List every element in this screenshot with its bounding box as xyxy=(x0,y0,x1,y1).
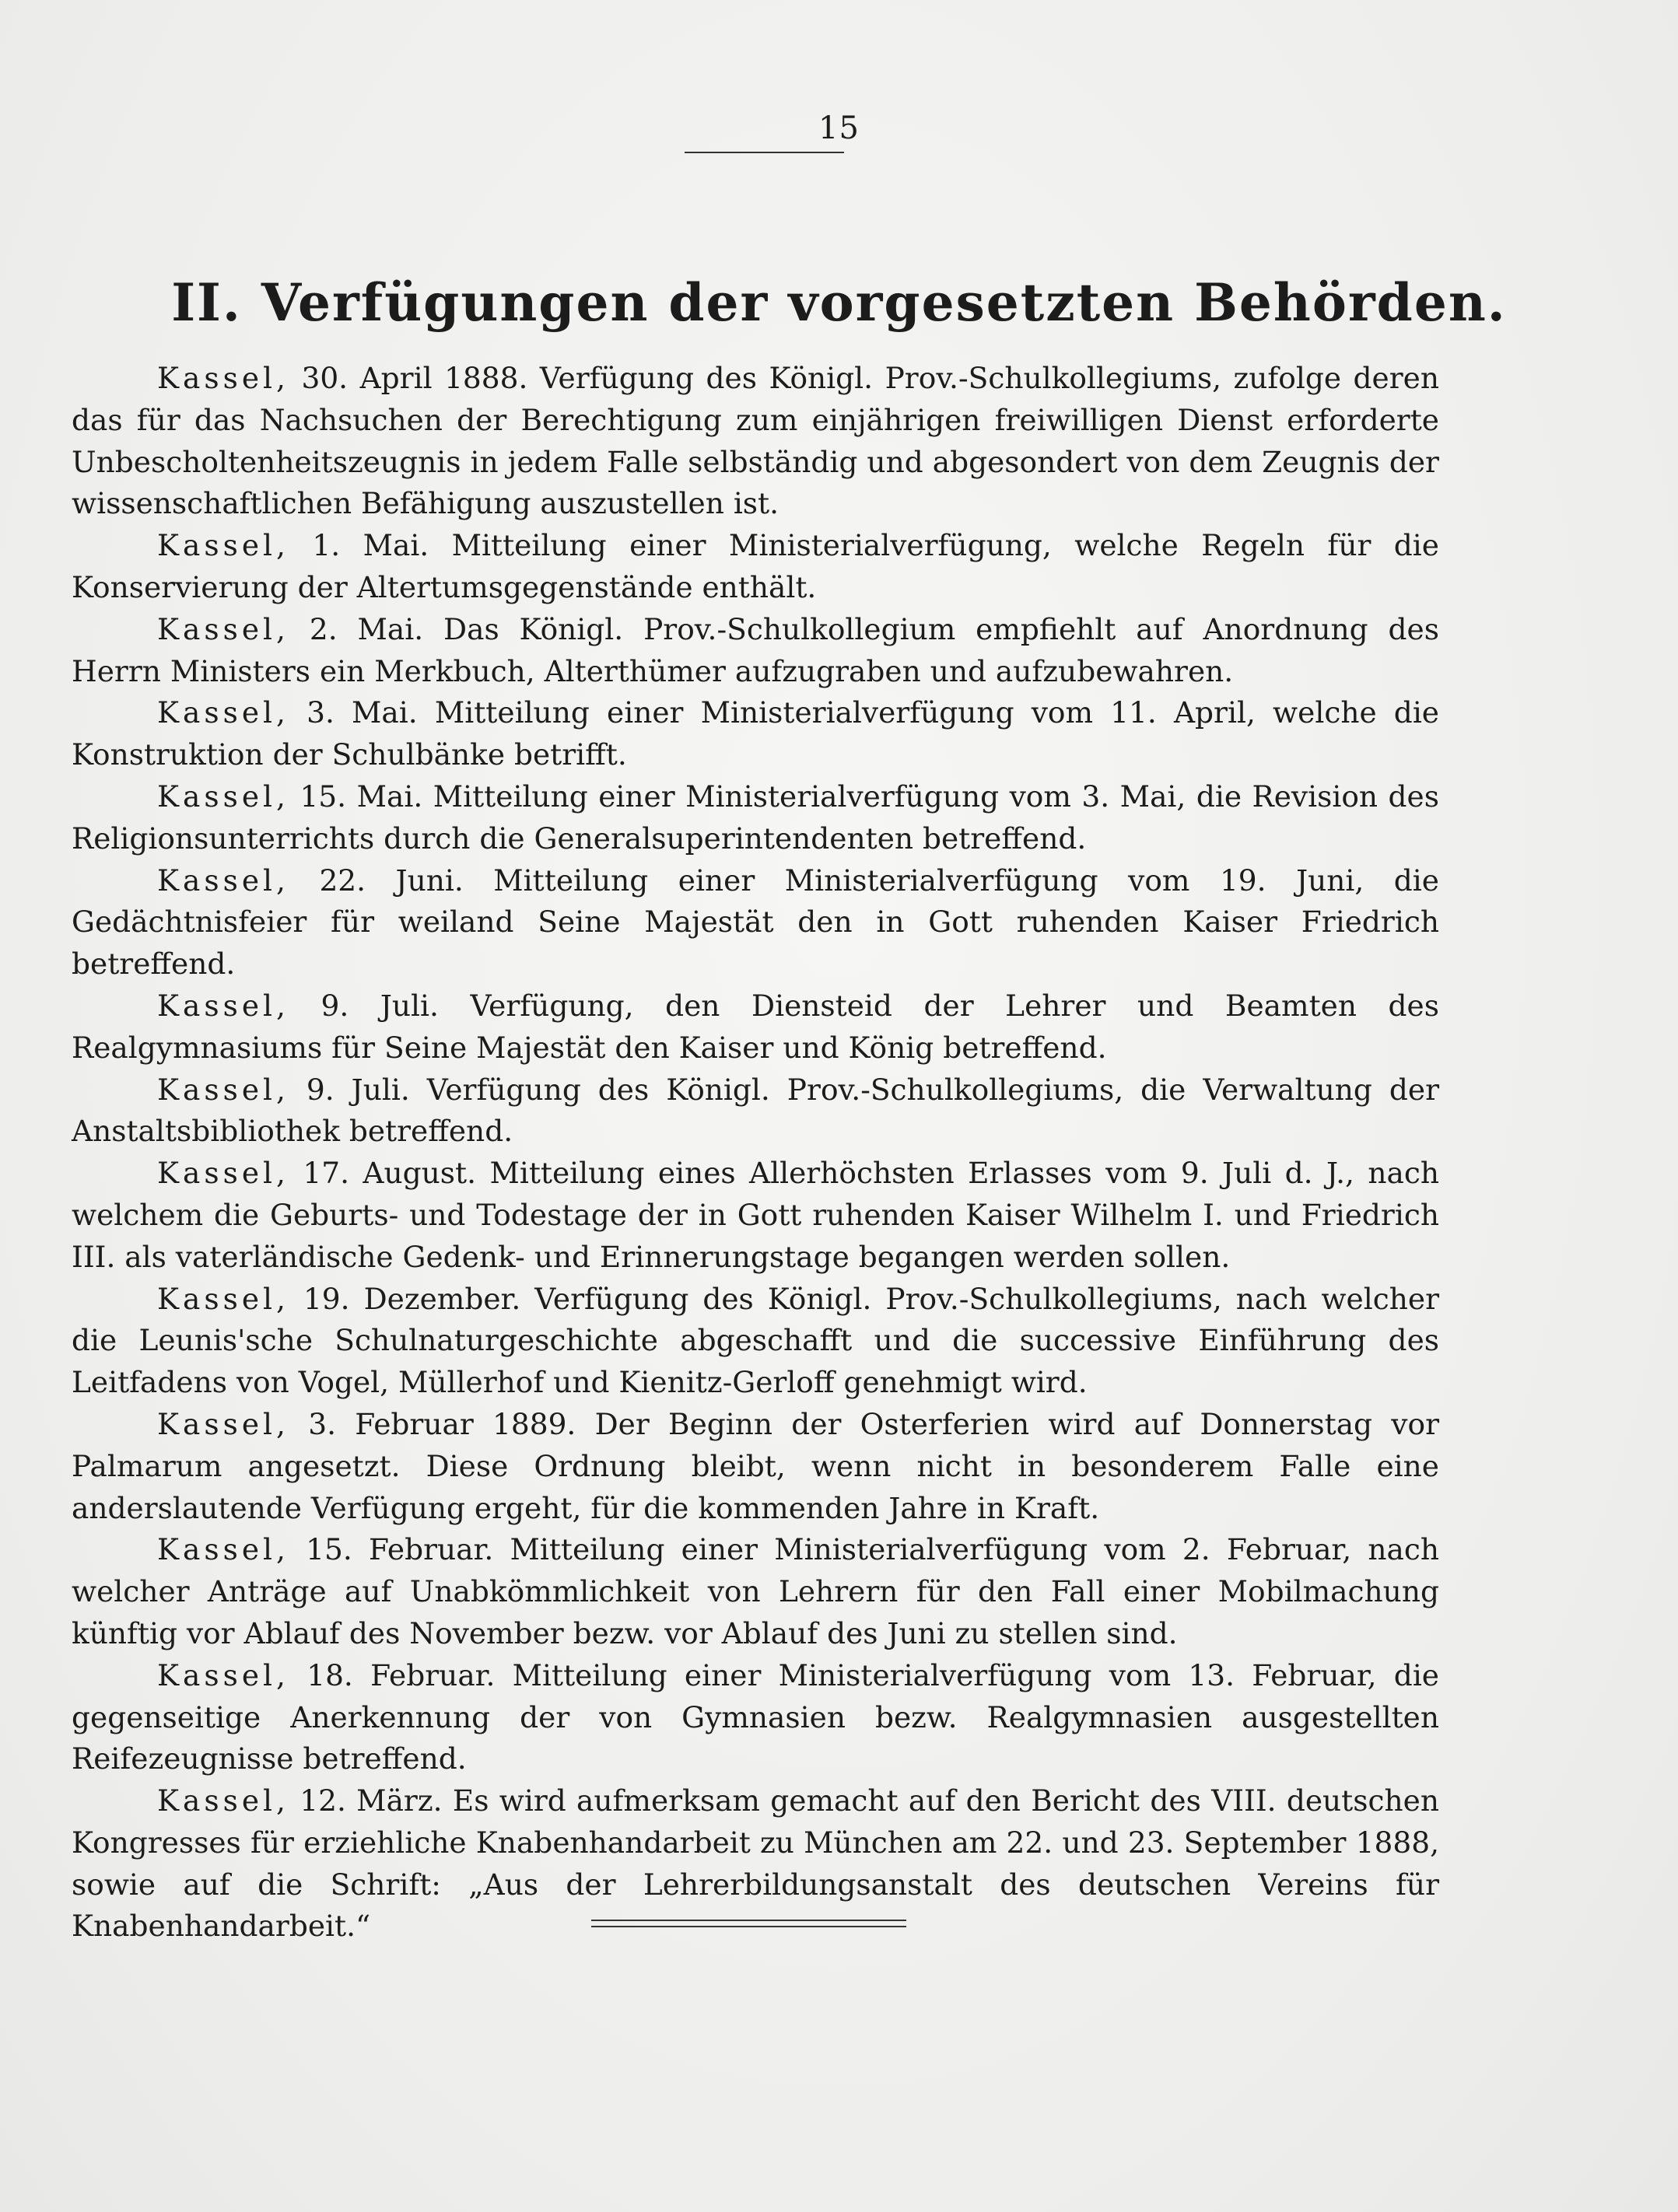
entry-text: 15. Mai. Mitteilung einer Ministerialverfügung vom 3. Mai, die Revision des Religionsunterrichts durch die Generalsuperintendenten betreffend. xyxy=(72,779,1439,856)
entry-text: 18. Februar. Mitteilung einer Ministerialverfügung vom 13. Februar, die gegenseitige Anerkennung der von Gymnasien bezw. Realgymnasien ausgestellten Reifezeugnisse betreffend. xyxy=(72,1657,1439,1776)
entry-place: Kassel, xyxy=(157,1657,289,1692)
entry-place: Kassel, xyxy=(157,1281,289,1316)
page-number: 15 xyxy=(818,110,860,146)
entry-place: Kassel, xyxy=(157,528,289,563)
page-number-rule xyxy=(685,152,844,153)
entry-place: Kassel, xyxy=(157,1783,289,1818)
entry-place: Kassel, xyxy=(157,1072,289,1107)
entry-place: Kassel, xyxy=(157,611,289,646)
entry-text: 2. Mai. Das Königl. Prov.-Schulkollegium empfiehlt auf Anordnung des Herrn Ministers ein Merkbuch, Alterthümer aufzugraben und aufzubewahren. xyxy=(72,611,1439,688)
entry xyxy=(72,1404,1439,1529)
entry-place: Kassel, xyxy=(157,779,289,814)
entries-list xyxy=(72,358,1439,1948)
entry-place: Kassel, xyxy=(157,988,289,1023)
entry xyxy=(72,609,1439,693)
entry xyxy=(72,525,1439,609)
end-double-rule-top xyxy=(591,1920,906,1921)
entry-text: 19. Dezember. Verfügung des Königl. Prov.-Schulkollegiums, nach welcher die Leunis'sche Schulnaturgeschichte abgeschafft und die successive Einführung des Leitfadens von Vogel, Müllerhof und Kienitz-Gerloff genehmigt wird. xyxy=(72,1281,1439,1400)
section-title: II. Verfügungen der vorgesetzten Behörden. xyxy=(171,272,1507,333)
entry xyxy=(72,1529,1439,1654)
entry-place: Kassel, xyxy=(157,361,289,395)
entry-place: Kassel, xyxy=(157,1532,289,1567)
entry xyxy=(72,1069,1439,1153)
entry-text: 1. Mai. Mitteilung einer Ministerialverfügung, welche Regeln für die Konservierung der Altertumsgegenstände enthält. xyxy=(72,528,1439,604)
entry xyxy=(72,1279,1439,1404)
entry xyxy=(72,860,1439,985)
entry-place: Kassel, xyxy=(157,1406,289,1441)
end-double-rule-bottom xyxy=(591,1926,906,1927)
entry xyxy=(72,358,1439,525)
entry xyxy=(72,692,1439,776)
entry-place: Kassel, xyxy=(157,695,289,730)
entry xyxy=(72,776,1439,860)
entry-text: 30. April 1888. Verfügung des Königl. Prov.-Schulkollegiums, zufolge deren das für das Nachsuchen der Berechtigung zum einjährigen freiwilligen Dienst erforderte Unbescholtenheitszeugnis in jedem Falle selbständig und abgesondert von dem Zeugnis der wissenschaftlichen Befähigung auszustellen ist. xyxy=(72,361,1439,521)
entry-text: 9. Juli. Verfügung, den Diensteid der Lehrer und Beamten des Realgymnasiums für Seine Majestät den Kaiser und König betreffend. xyxy=(72,988,1439,1065)
entry xyxy=(72,1655,1439,1780)
entry-place: Kassel, xyxy=(157,1156,289,1191)
entry-text: 12. März. Es wird aufmerksam gemacht auf den Bericht des VIII. deutschen Kongresses für erziehliche Knabenhandarbeit zu München am 22. und 23. September 1888, sowie auf die Schrift: „Aus der Lehrerbildungsanstalt des deutschen Vereins für Knabenhandarbeit.“ xyxy=(72,1783,1439,1944)
entry-text: 15. Februar. Mitteilung einer Ministerialverfügung vom 2. Februar, nach welcher Anträge auf Unabkömmlichkeit von Lehrern für den Fall einer Mobilmachung künftig vor Ablauf des November bezw. vor Ablauf des Juni zu stellen sind. xyxy=(72,1532,1439,1650)
entry-text: 9. Juli. Verfügung des Königl. Prov.-Schulkollegiums, die Verwaltung der Anstaltsbibliothek betreffend. xyxy=(72,1072,1439,1149)
entry xyxy=(72,985,1439,1069)
entry xyxy=(72,1780,1439,1948)
entry-text: 22. Juni. Mitteilung einer Ministerialverfügung vom 19. Juni, die Gedächtnisfeier für weiland Seine Majestät den in Gott ruhenden Kaiser Friedrich betreffend. xyxy=(72,863,1439,982)
entry-place: Kassel, xyxy=(157,863,289,898)
entry xyxy=(72,1153,1439,1278)
entry-text: 17. August. Mitteilung eines Allerhöchsten Erlasses vom 9. Juli d. J., nach welchem die Geburts- und Todestage der in Gott ruhenden Kaiser Wilhelm I. und Friedrich III. als vaterländische Gedenk- und Erinnerungstage begangen werden sollen. xyxy=(72,1156,1439,1274)
entry-text: 3. Mai. Mitteilung einer Ministerialverfügung vom 11. April, welche die Konstruktion der Schulbänke betrifft. xyxy=(72,695,1439,772)
entry-text: 3. Februar 1889. Der Beginn der Osterferien wird auf Donnerstag vor Palmarum angesetzt. Diese Ordnung bleibt, wenn nicht in besonderem Falle eine anderslautende Verfügung ergeht, für die kommenden Jahre in Kraft. xyxy=(72,1406,1439,1525)
